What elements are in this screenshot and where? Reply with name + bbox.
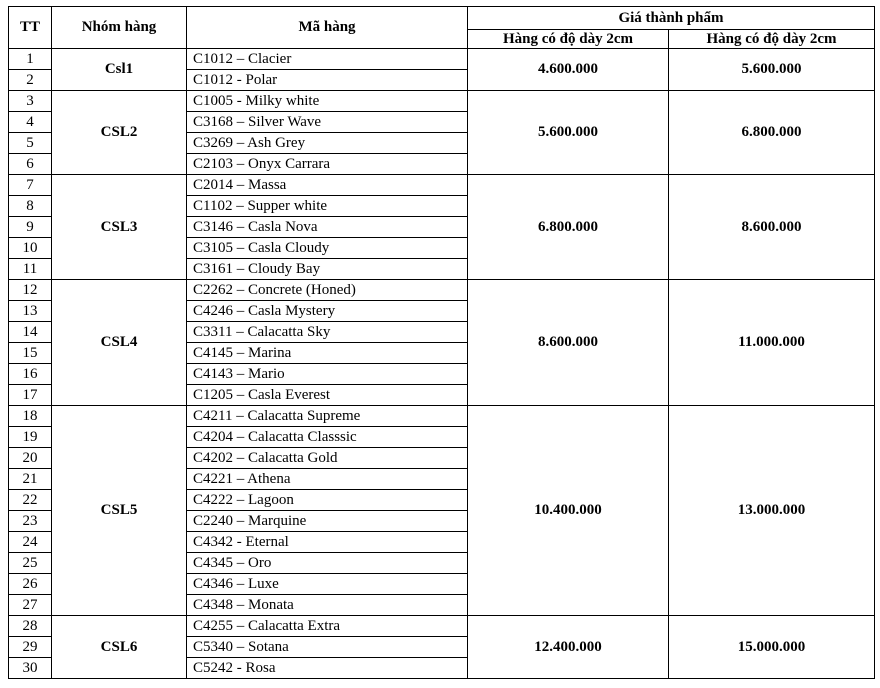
price-a: 10.400.000	[468, 406, 669, 616]
product-code: C4255 – Calacatta Extra	[187, 616, 468, 637]
product-code: C1012 - Polar	[187, 70, 468, 91]
row-number: 22	[9, 490, 52, 511]
row-number: 21	[9, 469, 52, 490]
price-b: 6.800.000	[669, 91, 875, 175]
product-code: C4211 – Calacatta Supreme	[187, 406, 468, 427]
table-row	[9, 91, 875, 112]
product-code: C4143 – Mario	[187, 364, 468, 385]
group-name: CSL4	[52, 280, 187, 406]
row-number: 26	[9, 574, 52, 595]
price-b: 11.000.000	[669, 280, 875, 406]
price-a: 5.600.000	[468, 91, 669, 175]
product-code: C4346 – Luxe	[187, 574, 468, 595]
row-number: 1	[9, 49, 52, 70]
table-row	[9, 175, 875, 196]
product-code: C2103 – Onyx Carrara	[187, 154, 468, 175]
row-number: 10	[9, 238, 52, 259]
row-number: 24	[9, 532, 52, 553]
group-name: CSL5	[52, 406, 187, 616]
product-code: C3105 – Casla Cloudy	[187, 238, 468, 259]
row-number: 28	[9, 616, 52, 637]
product-code: C4246 – Casla Mystery	[187, 301, 468, 322]
header-price-a: Hàng có độ dày 2cm	[468, 30, 669, 49]
row-number: 9	[9, 217, 52, 238]
product-code: C2014 – Massa	[187, 175, 468, 196]
product-code: C3146 – Casla Nova	[187, 217, 468, 238]
row-number: 7	[9, 175, 52, 196]
row-number: 11	[9, 259, 52, 280]
header-price-group: Giá thành phẩm	[468, 7, 875, 30]
table-body	[9, 49, 875, 679]
row-number: 14	[9, 322, 52, 343]
row-number: 4	[9, 112, 52, 133]
row-number: 12	[9, 280, 52, 301]
group-name: CSL6	[52, 616, 187, 679]
price-a: 8.600.000	[468, 280, 669, 406]
row-number: 16	[9, 364, 52, 385]
price-a: 4.600.000	[468, 49, 669, 91]
product-code: C3161 – Cloudy Bay	[187, 259, 468, 280]
header-tt: TT	[9, 7, 52, 49]
product-code: C1102 – Supper white	[187, 196, 468, 217]
product-code: C3168 – Silver Wave	[187, 112, 468, 133]
product-code: C2262 – Concrete (Honed)	[187, 280, 468, 301]
product-code: C2240 – Marquine	[187, 511, 468, 532]
price-b: 5.600.000	[669, 49, 875, 91]
price-b: 15.000.000	[669, 616, 875, 679]
product-code: C4204 – Calacatta Classsic	[187, 427, 468, 448]
product-code: C4345 – Oro	[187, 553, 468, 574]
table-row	[9, 616, 875, 637]
price-a: 12.400.000	[468, 616, 669, 679]
row-number: 8	[9, 196, 52, 217]
row-number: 17	[9, 385, 52, 406]
row-number: 13	[9, 301, 52, 322]
price-b: 13.000.000	[669, 406, 875, 616]
product-code: C1012 – Clacier	[187, 49, 468, 70]
product-code: C1205 – Casla Everest	[187, 385, 468, 406]
row-number: 5	[9, 133, 52, 154]
header-price-b: Hàng có độ dày 2cm	[669, 30, 875, 49]
product-code: C4145 – Marina	[187, 343, 468, 364]
product-code: C1005 - Milky white	[187, 91, 468, 112]
group-name: CSL3	[52, 175, 187, 280]
row-number: 20	[9, 448, 52, 469]
row-number: 3	[9, 91, 52, 112]
price-table	[8, 6, 875, 679]
product-code: C4221 – Athena	[187, 469, 468, 490]
row-number: 18	[9, 406, 52, 427]
product-code: C3311 – Calacatta Sky	[187, 322, 468, 343]
product-code: C4342 - Eternal	[187, 532, 468, 553]
row-number: 30	[9, 658, 52, 679]
row-number: 6	[9, 154, 52, 175]
row-number: 2	[9, 70, 52, 91]
product-code: C3269 – Ash Grey	[187, 133, 468, 154]
row-number: 23	[9, 511, 52, 532]
price-b: 8.600.000	[669, 175, 875, 280]
product-code: C4202 – Calacatta Gold	[187, 448, 468, 469]
price-a: 6.800.000	[468, 175, 669, 280]
group-name: Csl1	[52, 49, 187, 91]
group-name: CSL2	[52, 91, 187, 175]
row-number: 25	[9, 553, 52, 574]
product-code: C5340 – Sotana	[187, 637, 468, 658]
header-group: Nhóm hàng	[52, 7, 187, 49]
row-number: 27	[9, 595, 52, 616]
product-code: C4348 – Monata	[187, 595, 468, 616]
table-row	[9, 406, 875, 427]
table-row	[9, 49, 875, 70]
row-number: 15	[9, 343, 52, 364]
product-code: C5242 - Rosa	[187, 658, 468, 679]
header-code: Mã hàng	[187, 7, 468, 49]
row-number: 29	[9, 637, 52, 658]
row-number: 19	[9, 427, 52, 448]
table-row	[9, 280, 875, 301]
product-code: C4222 – Lagoon	[187, 490, 468, 511]
